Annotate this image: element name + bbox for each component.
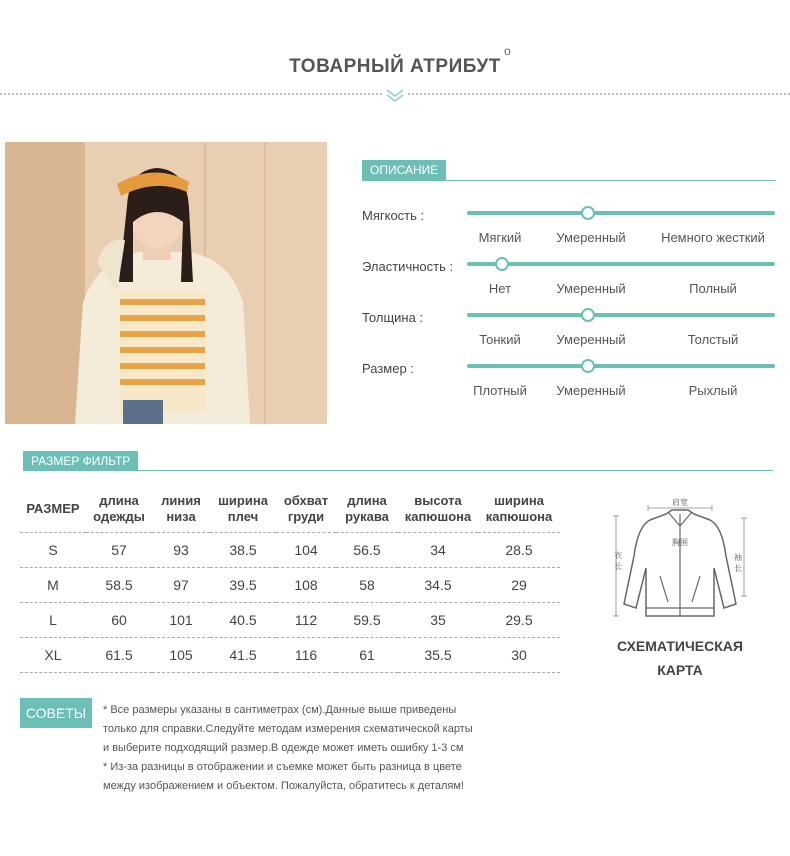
measurement-cell: 41.5 (210, 638, 276, 673)
measurement-cell: 60 (86, 603, 152, 638)
measurement-cell: 101 (152, 603, 210, 638)
product-photo (5, 142, 327, 424)
size-table-header (20, 486, 560, 533)
tips-note-line: и выберите подходящий размер.В одежде может иметь ошибку 1-3 см (103, 742, 464, 754)
measurement-cell: 38.5 (210, 533, 276, 568)
measurement-cell: 112 (276, 603, 336, 638)
attribute-slider-track (467, 364, 775, 368)
table-row (20, 568, 560, 603)
measurement-cell: 29 (478, 568, 560, 603)
size-filter-tag: РАЗМЕР ФИЛЬТР (23, 451, 138, 471)
diagram-label-length: 衣长 (614, 551, 622, 571)
size-filter-rule (23, 470, 773, 471)
jacket-diagram (610, 496, 750, 624)
col-header-chest: обхват груди (276, 486, 336, 533)
measurement-cell: 97 (152, 568, 210, 603)
measurement-cell: 30 (478, 638, 560, 673)
attribute-option: Толстый (687, 332, 739, 347)
attribute-option: Тонкий (479, 332, 521, 347)
table-row (20, 603, 560, 638)
attribute-slider-knob (581, 206, 595, 220)
description-tag: ОПИСАНИЕ (362, 160, 446, 180)
tips-note-line: * Все размеры указаны в сантиметрах (см).Данные выше приведены (103, 704, 457, 716)
tips-button[interactable]: СОВЕТЫ (20, 698, 92, 728)
attribute-option: Рыхлый (688, 383, 738, 398)
table-row (20, 638, 560, 673)
measurement-cell: 34.5 (398, 568, 478, 603)
measurement-cell: 57 (86, 533, 152, 568)
attribute-slider-knob (495, 257, 509, 271)
measurement-cell: 105 (152, 638, 210, 673)
size-cell: L (20, 603, 86, 638)
tips-note-line: только для справки.Следуйте методам измерения схематической карты (103, 723, 473, 735)
measurement-cell: 35.5 (398, 638, 478, 673)
measurement-cell: 39.5 (210, 568, 276, 603)
diagram-label-chest: 胸围 (672, 538, 688, 547)
measurement-cell: 28.5 (478, 533, 560, 568)
measurement-cell: 34 (398, 533, 478, 568)
size-table (20, 486, 560, 673)
size-cell: M (20, 568, 86, 603)
measurement-cell: 61 (336, 638, 398, 673)
measurement-cell: 61.5 (86, 638, 152, 673)
col-header-shoulder: ширина плеч (210, 486, 276, 533)
col-header-hood-height: высота капюшона (398, 486, 478, 533)
table-row (20, 533, 560, 568)
attribute-option: Умеренный (556, 230, 626, 245)
measurement-cell: 93 (152, 533, 210, 568)
attribute-slider-track (467, 313, 775, 317)
measurement-cell: 35 (398, 603, 478, 638)
attribute-label: Размер : (362, 361, 414, 376)
attribute-option: Плотный (473, 383, 527, 398)
col-header-length: длина одежды (86, 486, 152, 533)
attribute-option: Умеренный (556, 383, 626, 398)
attribute-option: Мягкий (478, 230, 522, 245)
tips-note-line: * Из-за разницы в отображении и съемке может быть разница в цвете (103, 761, 462, 773)
attribute-option: Умеренный (556, 281, 626, 296)
col-header-hood-width: ширина капюшона (478, 486, 560, 533)
attribute-label: Мягкость : (362, 208, 425, 223)
attribute-label: Эластичность : (362, 259, 454, 274)
size-cell: S (20, 533, 86, 568)
attribute-label: Толщина : (362, 310, 424, 325)
attribute-option: Полный (689, 281, 737, 296)
diagram-caption-1: СХЕМАТИЧЕСКАЯ (617, 638, 743, 654)
chevron-down-icon (384, 86, 406, 104)
measurement-cell: 108 (276, 568, 336, 603)
measurement-cell: 40.5 (210, 603, 276, 638)
measurement-cell: 58.5 (86, 568, 152, 603)
description-rule (362, 180, 776, 181)
diagram-caption-2: КАРТА (657, 662, 703, 678)
tips-notes (103, 701, 503, 796)
measurement-cell: 29.5 (478, 603, 560, 638)
measurement-cell: 104 (276, 533, 336, 568)
size-cell: XL (20, 638, 86, 673)
measurement-cell: 56.5 (336, 533, 398, 568)
attribute-slider-knob (581, 308, 595, 322)
attribute-option: Умеренный (556, 332, 626, 347)
degree-mark: o (504, 44, 511, 58)
attribute-option: Немного жесткий (661, 230, 765, 245)
col-header-sleeve: длина рукава (336, 486, 398, 533)
col-header-size: РАЗМЕР (20, 486, 86, 533)
attribute-option: Нет (488, 281, 512, 296)
diagram-label-shoulder: 肩宽 (672, 498, 688, 507)
measurement-cell: 116 (276, 638, 336, 673)
measurement-cell: 58 (336, 568, 398, 603)
page-title: ТОВАРНЫЙ АТРИБУТ (289, 56, 501, 77)
diagram-label-sleeve: 袖长 (734, 553, 742, 573)
attribute-slider-track (467, 262, 775, 266)
tips-note-line: между изображением и объектом. Пожалуйста, обратитесь к деталям! (103, 780, 464, 792)
attribute-slider-track (467, 211, 775, 215)
attribute-slider-knob (581, 359, 595, 373)
measurement-cell: 59.5 (336, 603, 398, 638)
col-header-hem: линия низа (152, 486, 210, 533)
